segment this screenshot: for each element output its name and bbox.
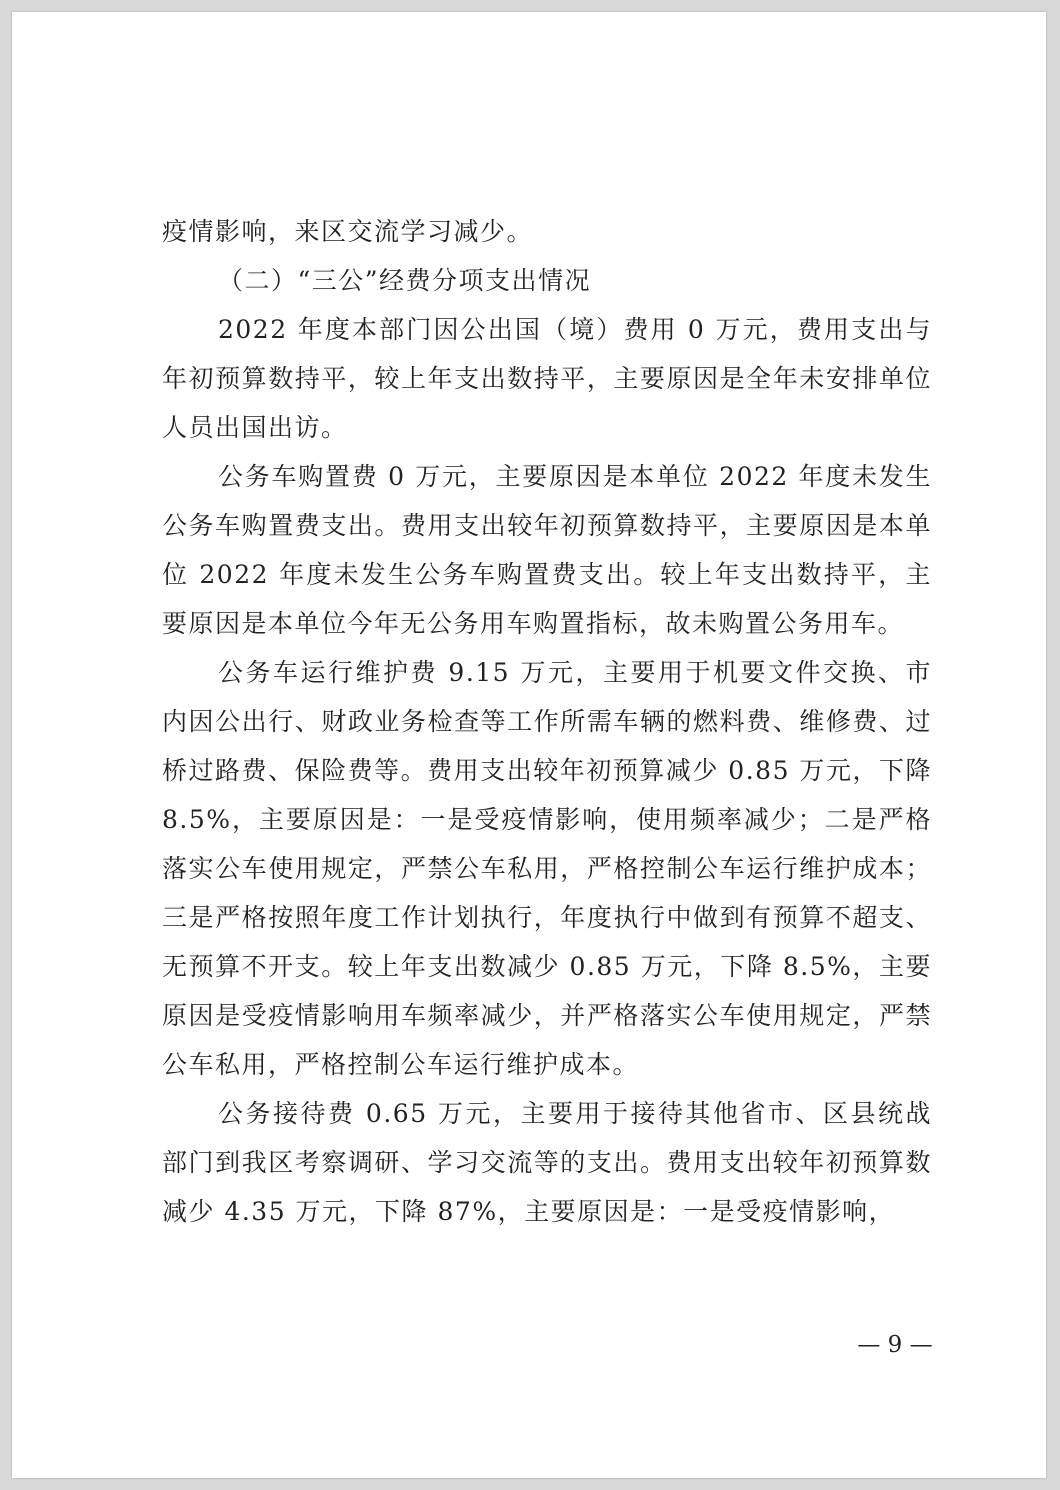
paragraph-overseas-travel: 2022 年度本部门因公出国（境）费用 0 万元，费用支出与年初预算数持平，较上年支出数持平，主要原因是全年未安排单位人员出国出访。: [162, 315, 932, 442]
document-page: [12, 12, 1046, 1478]
paragraph-reception: 公务接待费 0.65 万元，主要用于接待其他省市、区县统战部门到我区考察调研、学习交流等的支出。费用支出较年初预算数减少 4.35 万元，下降 87%，主要原因是：一是受疫情影响，: [162, 1099, 932, 1226]
section-heading: （二）“三公”经费分项支出情况: [218, 266, 592, 295]
paragraph-vehicle-maintenance: 公务车运行维护费 9.15 万元，主要用于机要文件交换、市内因公出行、财政业务检查等工作所需车辆的燃料费、维修费、过桥过路费、保险费等。费用支出较年初预算减少 0.85 万元，下降 8.5%，主要原因是：一是受疫情影响，使用频率减少；二是严格落实公车使用规定，严禁公车私用，严格控制公车运行维护成本；三是严格按照年度工作计划执行，年度执行中做到有预算不超支、无预算不开支。较上年支出数减少 0.85 万元，下降 8.5%，主要原因是受疫情影响用车频率减少，并严格落实公车使用规定，严禁公车私用，严格控制公车运行维护成本。: [162, 658, 932, 1079]
document-body: [162, 207, 932, 1236]
paragraph-continuation: 疫情影响，来区交流学习减少。: [162, 217, 534, 246]
page-number: — 9 —: [857, 1332, 933, 1358]
paragraph-vehicle-purchase: 公务车购置费 0 万元，主要原因是本单位 2022 年度未发生公务车购置费支出。费用支出较年初预算数持平，主要原因是本单位 2022 年度未发生公务车购置费支出。较上年支出数持平，主要原因是本单位今年无公务用车购置指标，故未购置公务用车。: [162, 462, 932, 638]
